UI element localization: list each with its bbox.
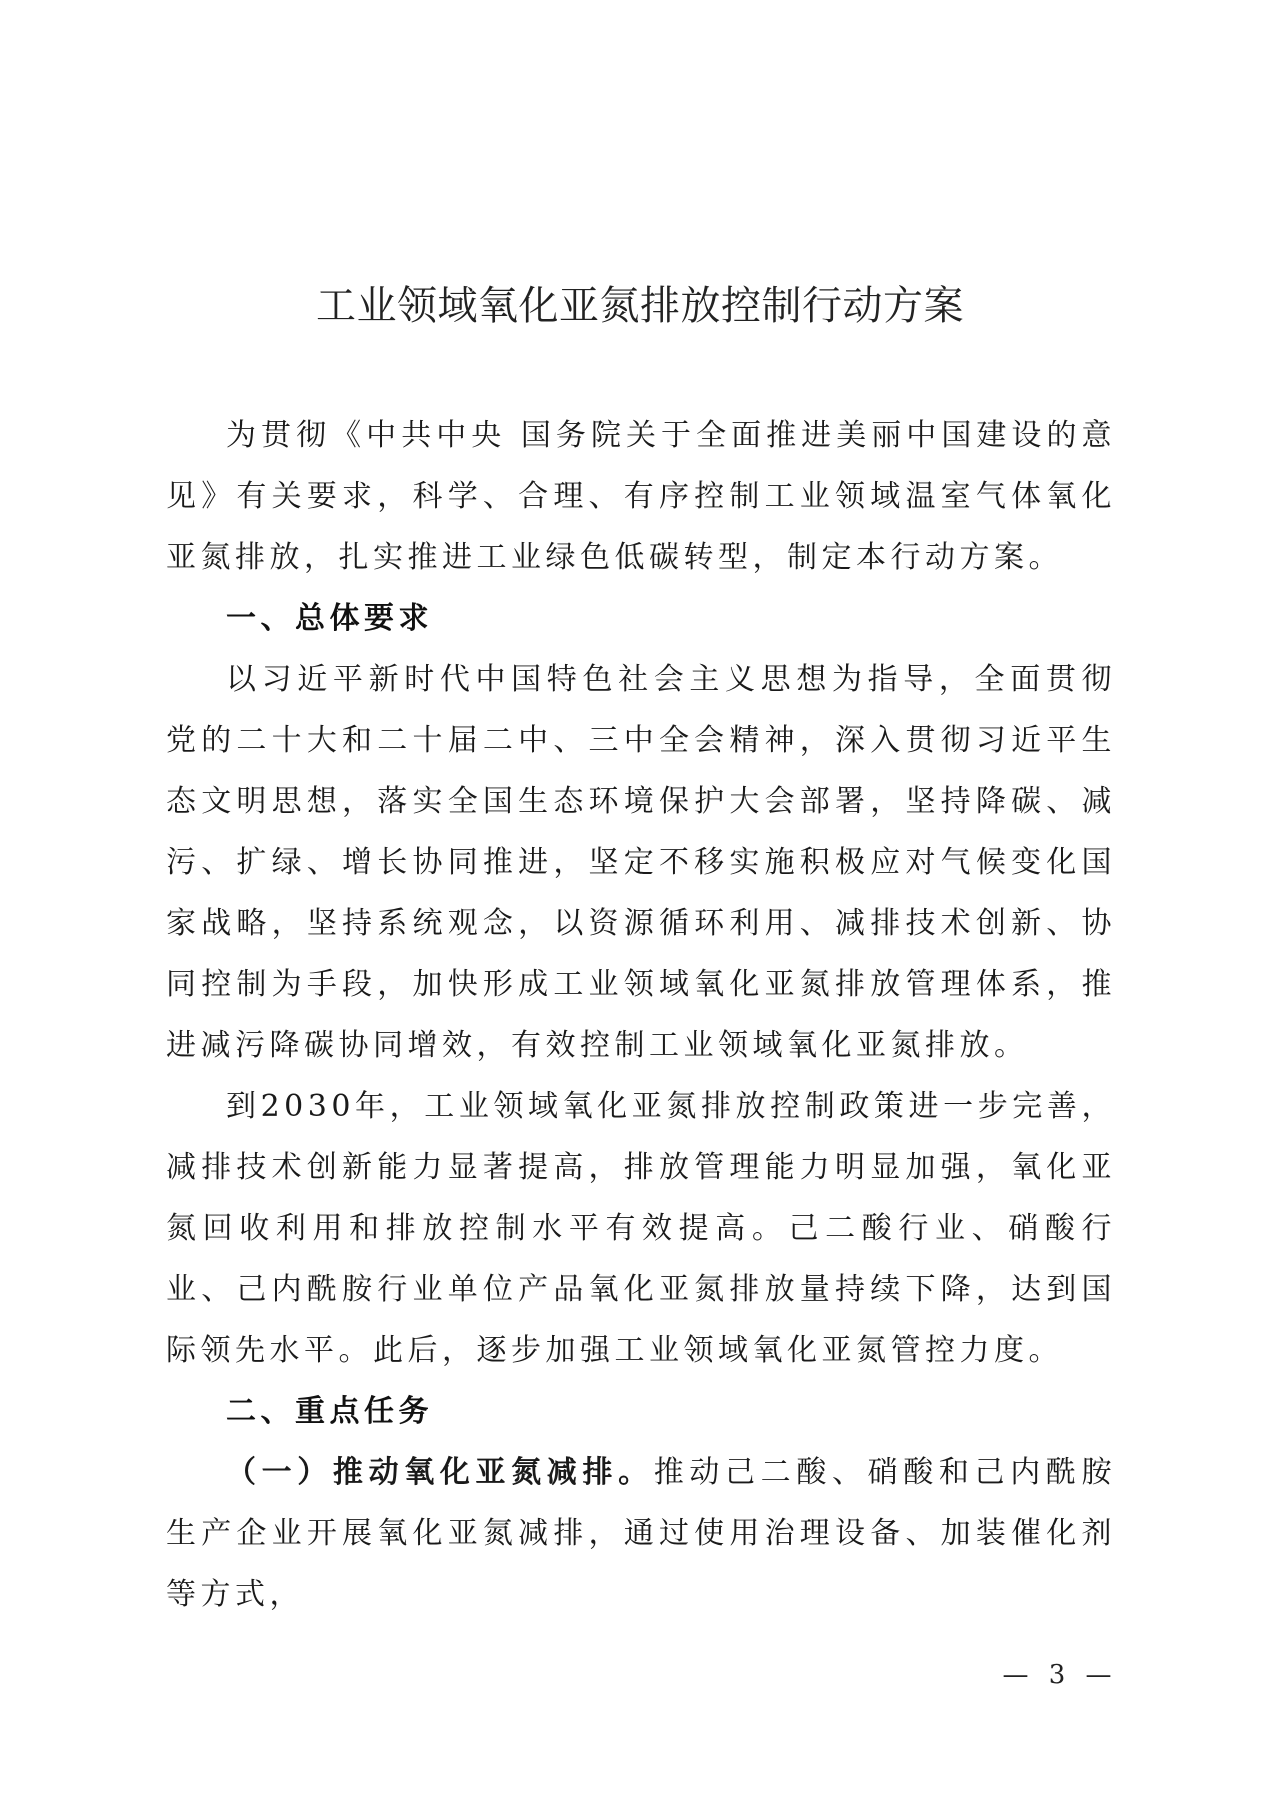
document-title: 工业领域氧化亚氮排放控制行动方案 [316,283,964,329]
task-1-text: 推动己二酸、硝酸和己内酰胺生产企业开展氧化亚氮减排，通过使用治理设备、加装催化剂等方式， [166,1455,1116,1612]
section-heading-general-requirements: 一、总体要求 [226,601,433,636]
document-body [166,405,1116,1625]
task-1-lead: （一）推动氧化亚氮减排。 [226,1455,654,1490]
general-requirements-paragraph: 以习近平新时代中国特色社会主义思想为指导，全面贯彻党的二十大和二十届二中、三中全会精神，深入贯彻习近平生态文明思想，落实全国生态环境保护大会部署，坚持降碳、减污、扩绿、增长协同推进，坚定不移实施积极应对气候变化国家战略，坚持系统观念，以资源循环利用、减排技术创新、协同控制为手段，加快形成工业领域氧化亚氮排放管理体系，推进减污降碳协同增效，有效控制工业领域氧化亚氮排放。 [166,662,1116,1063]
section-heading-key-tasks: 二、重点任务 [226,1394,433,1429]
task-1-paragraph [166,1442,1116,1625]
intro-paragraph: 为贯彻《中共中央 国务院关于全面推进美丽中国建设的意见》有关要求，科学、合理、有序控制工业领域温室气体氧化亚氮排放，扎实推进工业绿色低碳转型，制定本行动方案。 [166,418,1116,575]
page-number: — 3 — [1002,1660,1118,1690]
targets-2030-paragraph: 到2030年，工业领域氧化亚氮排放控制政策进一步完善，减排技术创新能力显著提高，排放管理能力明显加强，氧化亚氮回收利用和排放控制水平有效提高。己二酸行业、硝酸行业、己内酰胺行业单位产品氧化亚氮排放量持续下降，达到国际领先水平。此后，逐步加强工业领域氧化亚氮管控力度。 [166,1089,1116,1368]
